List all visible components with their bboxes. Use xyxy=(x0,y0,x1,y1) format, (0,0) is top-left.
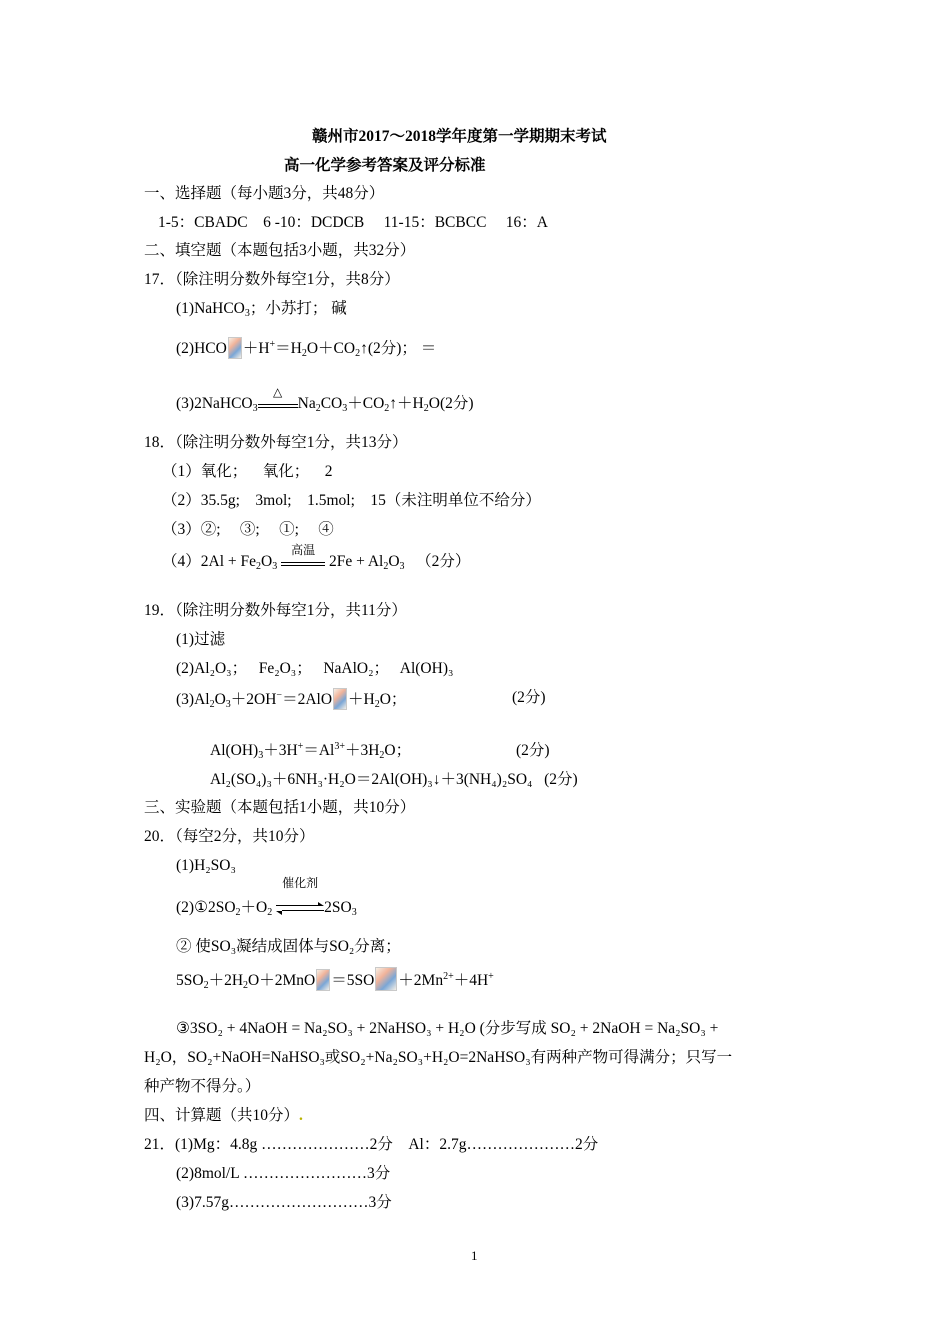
section-2-heading: 二、填空题（本题包括3小题，共32分） xyxy=(144,242,416,259)
catalyst-equilibrium-arrow: 催化剂 xyxy=(276,898,324,918)
q17-answer-3: (3)2NaHCO$_3$ △ $Na_2CO_3+CO_2↑+H_2O(2$分) xyxy=(176,385,474,414)
q17-answer-2: $(2)HCO +H^+=H_2O+CO_2↑(2$分)； ＝ xyxy=(176,339,437,359)
q20-answer-3: ② 使SO₃凝结成固体与SO₂分离； xyxy=(176,938,401,955)
q20-answer-2: $(2)①2SO_2+O_2$ 催化剂 $2SO_3$ xyxy=(176,876,357,918)
page-number: 1 xyxy=(471,1248,478,1263)
q21-answer-2: (2)8mol/L ……………………3分 xyxy=(176,1165,391,1182)
section-3-heading: 三、实验题（本题包括1小题，共10分） xyxy=(144,799,416,816)
high-temperature-arrow: 高温 xyxy=(281,558,325,566)
formula-image-icon xyxy=(228,337,242,359)
q20-heading: 20．（每空2分，共10分） xyxy=(144,828,315,845)
page-subtitle: 高一化学参考答案及评分标准 xyxy=(284,157,486,174)
q18-heading: 18．（除注明分数外每空1分，共13分） xyxy=(144,434,408,451)
q20-answer-5-cont: H₂O，SO₂+NaOH=NaHSO₃或SO₂+Na₂SO₃+H₂O=2NaHSO₃有两种产物可得满分；只写一 xyxy=(144,1049,733,1066)
q19-heading: 19．（除注明分数外每空1分，共11分） xyxy=(144,602,407,619)
q20-answer-5: ③3SO₂ + 4NaOH = Na₂SO₃ + 2NaHSO₃ + H₂O (分步写成 SO₂ + 2NaOH = Na₂SO₃ + xyxy=(176,1020,719,1037)
q20-answer-4: $5SO_2+2H_2O+2MnO =5SO +2Mn^{2+}+4H^+$ xyxy=(176,967,494,991)
q21-answer-1: 21．(1)Mg：4.8g …………………2分 Al：2.7g…………………2分 xyxy=(144,1136,599,1153)
q17-heading: 17．（除注明分数外每空1分，共8分） xyxy=(144,271,400,288)
q21-answer-3: (3)7.57g………………………3分 xyxy=(176,1194,392,1211)
page-title: 赣州市2017～2018学年度第一学期期末考试 xyxy=(312,128,607,145)
formula-image-icon xyxy=(333,688,347,710)
heat-condition-arrow: △ xyxy=(258,400,298,408)
section-4-heading: 四、计算题（共10分）. xyxy=(144,1107,303,1124)
q18-answer-2: （2）35.5g; 3mol; 1.5mol; 15（未注明单位不给分） xyxy=(162,492,541,509)
q19-answer-1: (1)过滤 xyxy=(176,631,226,648)
q20-answer-1: (1)H₂SO₃ xyxy=(176,857,236,874)
q19-answer-4: $Al(OH)_3+3H^+=Al^{3+}+3H_2O$； xyxy=(210,741,412,761)
q18-answer-4: $(4)2Al + Fe_2O_3$ 高温 $2Fe + Al_2O_3$ （2分） xyxy=(162,543,471,572)
q19-answer-4-score: (2分) xyxy=(516,742,550,759)
q18-answer-3: （3）②; ③; ①; ④ xyxy=(162,521,334,538)
q17-answer-1: (1)NaHCO$_3$；小苏打； 碱 xyxy=(176,300,347,319)
q20-answer-5-end: 种产物不得分。） xyxy=(144,1078,261,1095)
q18-answer-1: （1）氧化； 氧化； 2 xyxy=(162,463,333,480)
section-1-heading: 一、选择题（每小题3分，共48分） xyxy=(144,185,385,202)
q19-answer-2: (2)Al₂O₃； Fe₂O₃； NaAlO₂； Al(OH)₃ xyxy=(176,660,454,677)
choice-answers: 1-5：CBADC 6 -10：DCDCB 11-15：BCBCC 16：A xyxy=(158,214,548,231)
q19-answer-5: Al₂(SO₄)₃＋6NH₃·H₂O＝2Al(OH)₃↓＋3(NH₄)₂SO₄ (2分) xyxy=(210,771,578,788)
q19-answer-3: $(3)Al_2O_3+2OH^-=2AlO +H_2O$； xyxy=(176,690,407,710)
formula-image-icon xyxy=(316,969,330,991)
formula-image-icon xyxy=(375,967,397,991)
q19-answer-3-score: (2分) xyxy=(512,689,546,706)
